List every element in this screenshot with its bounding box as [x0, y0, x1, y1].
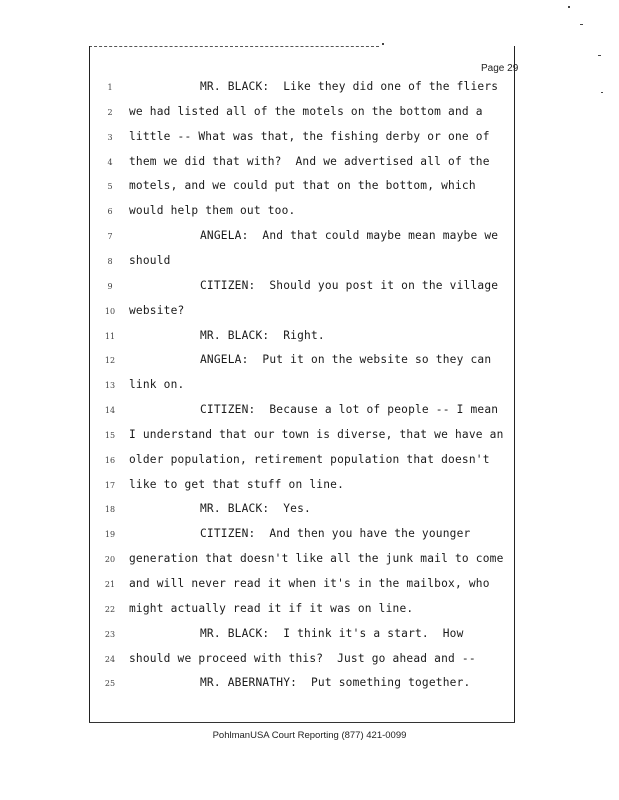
scan-speck	[598, 55, 601, 56]
transcript-line	[89, 676, 513, 694]
line-text: CITIZEN: Should you post it on the village	[200, 278, 499, 292]
line-text: ANGELA: And that could maybe mean maybe we	[200, 229, 499, 243]
transcript-line	[89, 378, 513, 396]
scan-speck	[580, 24, 583, 25]
line-text: like to get that stuff on line.	[129, 477, 344, 491]
line-text: MR. BLACK: Like they did one of the fliers	[200, 80, 499, 93]
transcript-line	[89, 652, 513, 670]
transcript-line	[89, 527, 513, 545]
transcript-line	[89, 627, 513, 645]
line-number: 2	[107, 107, 113, 117]
line-text: them we did that with? And we advertised all of the	[129, 154, 490, 168]
line-text: would help them out too.	[129, 204, 296, 218]
line-number: 25	[104, 679, 116, 689]
line-number: 14	[104, 406, 116, 416]
line-text: MR. ABERNATHY: Put something together.	[200, 676, 471, 690]
transcript-line	[89, 204, 513, 222]
line-text: little -- What was that, the fishing derby or one of	[129, 129, 490, 143]
transcript-line	[89, 229, 513, 247]
line-text: ANGELA: Put it on the website so they can	[200, 353, 492, 367]
bottom-rule	[89, 722, 515, 723]
transcript-line	[89, 453, 513, 471]
line-text: and will never read it when it's in the mailbox, who	[129, 577, 490, 590]
line-text: link on.	[129, 378, 185, 392]
line-number: 3	[107, 132, 113, 142]
line-number: 1	[107, 83, 113, 92]
transcript-line	[89, 478, 513, 496]
transcript-line	[89, 179, 513, 197]
line-number: 10	[104, 306, 116, 316]
scan-speck	[382, 43, 384, 45]
transcript-line	[89, 403, 513, 421]
line-text: MR. BLACK: Yes.	[200, 502, 311, 516]
transcript-line	[89, 552, 513, 570]
line-number: 7	[107, 232, 113, 242]
line-text: website?	[129, 303, 185, 317]
line-text: generation that doesn't like all the junk mail to come	[129, 552, 504, 566]
page-number: Page 29	[481, 63, 519, 74]
line-number: 5	[107, 182, 113, 192]
line-number: 19	[104, 530, 116, 540]
transcript-line	[89, 279, 513, 297]
line-number: 23	[104, 629, 116, 639]
transcript-line	[89, 304, 513, 322]
transcript-line	[89, 130, 513, 148]
transcript-line	[89, 80, 513, 98]
line-text: should	[129, 253, 171, 267]
scan-speck	[568, 6, 570, 8]
line-number: 21	[104, 580, 116, 589]
line-text: might actually read it if it was on line.	[129, 601, 414, 615]
line-number: 13	[104, 381, 116, 391]
transcript-line	[89, 353, 513, 371]
transcript-line	[89, 105, 513, 123]
line-number: 9	[107, 281, 113, 291]
line-text: we had listed all of the motels on the bottom and a	[129, 104, 483, 118]
transcript-line	[89, 602, 513, 620]
scan-speck	[601, 92, 603, 93]
line-text: I understand that our town is diverse, that we have an	[129, 427, 504, 441]
line-text: CITIZEN: Because a lot of people -- I mean	[200, 403, 499, 417]
line-number: 22	[104, 604, 116, 614]
transcript-line	[89, 155, 513, 173]
line-number: 15	[104, 430, 116, 440]
line-text: MR. BLACK: Right.	[200, 328, 325, 342]
transcript-line	[89, 428, 513, 446]
line-number: 6	[107, 207, 113, 217]
line-number: 12	[104, 356, 116, 366]
line-text: MR. BLACK: I think it's a start. How	[200, 626, 464, 640]
line-text: should we proceed with this? Just go ahead and --	[129, 651, 476, 665]
line-number: 11	[104, 331, 116, 341]
line-number: 17	[104, 480, 116, 490]
footer-reporter-info: PohlmanUSA Court Reporting (877) 421-0099	[212, 730, 407, 741]
line-number: 8	[107, 256, 113, 266]
line-number: 24	[104, 654, 116, 664]
line-text: CITIZEN: And then you have the younger	[200, 527, 471, 541]
line-text: older population, retirement population that doesn't	[129, 452, 490, 466]
line-number: 20	[104, 555, 116, 565]
line-number: 4	[107, 157, 113, 167]
transcript-line	[89, 502, 513, 520]
transcript-line	[89, 254, 513, 272]
line-number: 18	[104, 505, 116, 515]
transcript-line	[89, 577, 513, 595]
line-number: 16	[104, 455, 116, 465]
transcript-line	[89, 329, 513, 347]
line-text: motels, and we could put that on the bottom, which	[129, 179, 476, 193]
